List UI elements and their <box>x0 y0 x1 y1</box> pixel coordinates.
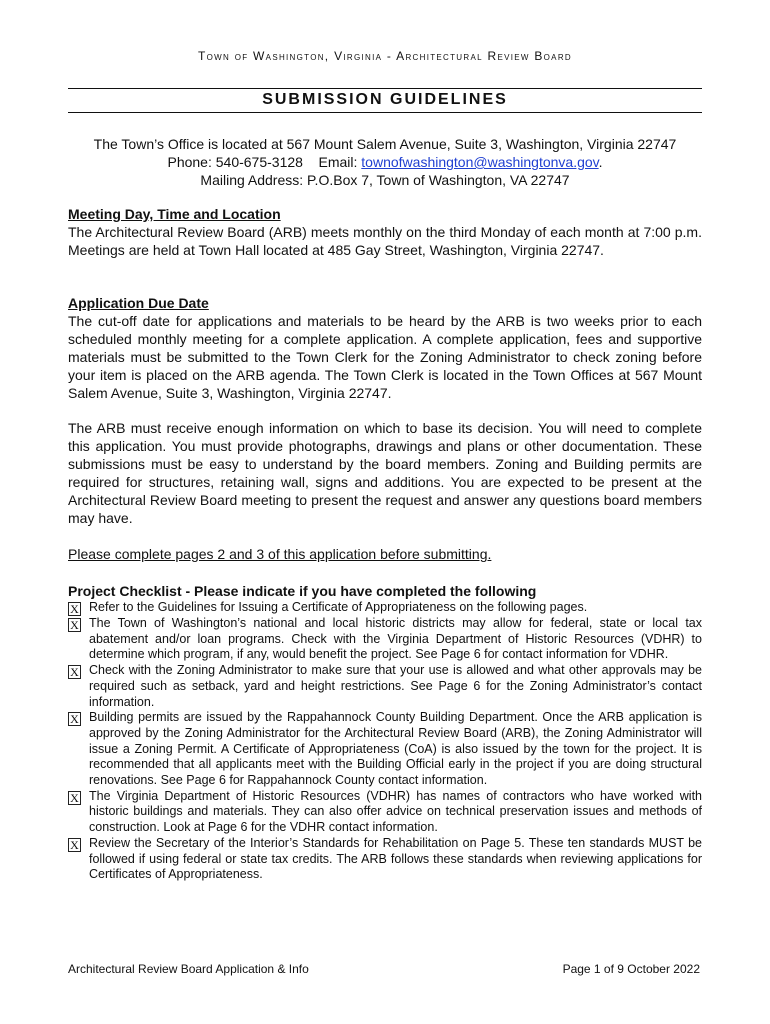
header-top-rule <box>68 88 702 89</box>
checklist-item <box>68 663 702 710</box>
checklist-item <box>68 600 702 616</box>
checklist-item <box>68 789 702 836</box>
meeting-heading: Meeting Day, Time and Location <box>68 206 281 222</box>
checklist-item-text: Refer to the Guidelines for Issuing a Certificate of Appropriateness on the following pages. <box>89 600 588 614</box>
due-date-section <box>68 294 702 402</box>
footer-page-number: Page 1 of 9 October 2022 <box>562 962 700 976</box>
checkbox[interactable]: X <box>68 618 81 632</box>
header-bottom-rule <box>68 112 702 113</box>
checklist-item-text: Building permits are issued by the Rappahannock County Building Department. Once the ARB application is approved by the Zoning Administrator for the Architectural Review Board (ARB), the Zoning Administrator will issue a Zoning Permit. A Certificate of Appropriateness (CoA) is also issued by the town for the project. It is recommended that all applicants meet with the Building Official early in the project if you are doing structural renovations. See Page 6 for Rappahannock County contact information. <box>89 710 702 788</box>
office-address: The Town’s Office is located at 567 Mount Salem Avenue, Suite 3, Washington, Virginia 22747 <box>93 136 677 152</box>
contact-block <box>68 135 702 189</box>
checkbox[interactable]: X <box>68 665 81 679</box>
checklist-item <box>68 836 702 883</box>
email-link[interactable]: townofwashington@washingtonva.gov <box>361 154 599 170</box>
phone-label: Phone: 540-675-3128 <box>167 154 303 170</box>
meeting-text: The Architectural Review Board (ARB) meets monthly on the third Monday of each month at 7:00 p.m. Meetings are held at Town Hall located at 485 Gay Street, Washington, Virginia 22747. <box>68 224 702 258</box>
info-text: The ARB must receive enough information on which to base its decision. You will need to complete this application. You must provide photographs, drawings and plans or other documentation. These submissions must be easy to understand by the board members. Zoning and Building permits are required for structures, retaining wall, signs and additions. You are expected to be present at the Architectural Review Board meeting to present the request and answer any questions board members may have. <box>68 420 702 526</box>
meeting-section <box>68 205 702 259</box>
checklist-item <box>68 616 702 663</box>
checklist-item-text: The Virginia Department of Historic Resources (VDHR) has names of contractors who have worked with historic buildings and materials. They can also offer advice on technical preservation issues and methods of construction. Look at Page 6 for the VDHR contact information. <box>89 788 702 835</box>
checkbox[interactable]: X <box>68 602 81 616</box>
footer-title: Architectural Review Board Application & Info <box>68 962 309 976</box>
project-checklist <box>68 583 702 883</box>
checkbox[interactable]: X <box>68 838 81 852</box>
checklist-item-text: Review the Secretary of the Interior’s Standards for Rehabilitation on Page 5. These ten standards MUST be followed if using federal or state tax credits. The ARB follows these standards when reviewing applications for Certificates of Appropriateness. <box>89 835 702 882</box>
info-section <box>68 419 702 527</box>
page-title: SUBMISSION GUIDELINES <box>262 91 508 108</box>
org-header: Town of Washington, Virginia - Architectural Review Board <box>198 49 572 63</box>
due-date-text: The cut-off date for applications and materials to be heard by the ARB is two weeks prior to each scheduled monthly meeting for a complete application. A complete application, fees and supportive materials must be submitted to the Town Clerk for the Zoning Administrator to check zoning before your item is placed on the ARB agenda. The Town Clerk is located in the Town Offices at 567 Mount Salem Avenue, Suite 3, Washington, Virginia 22747. <box>68 313 702 401</box>
phone-email-line: Phone: 540-675-3128 Email: townofwashington@washingtonva.gov. <box>167 154 603 170</box>
checkbox[interactable]: X <box>68 712 81 726</box>
due-date-heading: Application Due Date <box>68 295 209 311</box>
checklist-item-text: Check with the Zoning Administrator to make sure that your use is allowed and what other approvals may be required such as setback, yard and height restrictions. See Page 6 for the Zoning Administrator’s contact information. <box>89 663 702 709</box>
submission-note: Please complete pages 2 and 3 of this application before submitting. <box>68 546 492 562</box>
checkbox[interactable]: X <box>68 791 81 805</box>
checklist-item-text: The Town of Washington’s national and local historic districts may allow for federal, state or local tax abatement and/or loan programs. Check with the Virginia Department of Historic Resources (VDHR) to determine which program, if any, would benefit the project. See Page 6 for contact information for VDHR. <box>89 616 702 662</box>
checklist-items <box>68 600 702 883</box>
checklist-item <box>68 710 702 789</box>
email-label: Email: <box>318 154 358 170</box>
checklist-heading: Project Checklist - Please indicate if you have completed the following <box>68 583 537 599</box>
mailing-address: Mailing Address: P.O.Box 7, Town of Washington, VA 22747 <box>200 172 570 188</box>
